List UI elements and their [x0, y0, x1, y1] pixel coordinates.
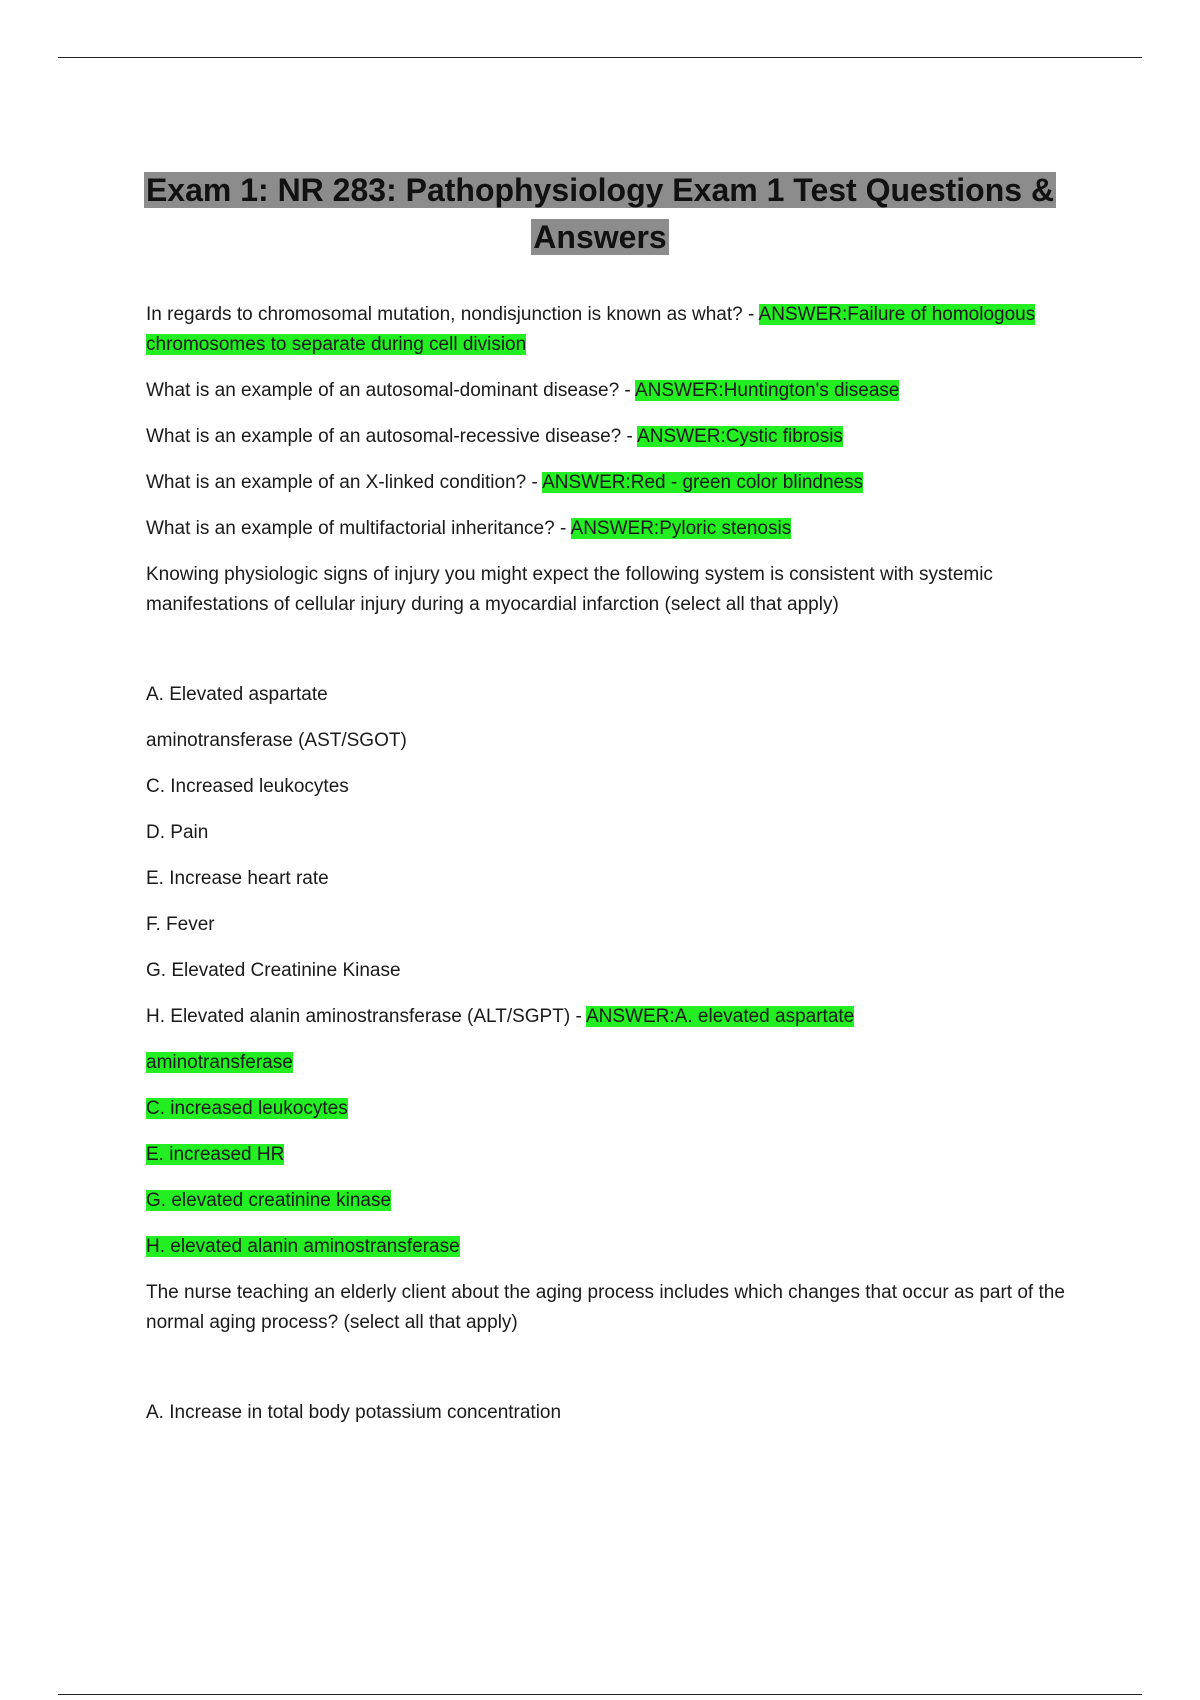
- option-item: A. Increase in total body potassium concentration: [146, 1402, 562, 1423]
- question-text: What is an example of an X-linked condition? -: [146, 472, 543, 493]
- page-title: [140, 167, 1060, 261]
- question-text: What is an example of an autosomal-dominant disease? -: [146, 380, 635, 401]
- answer-highlight: C. increased leukocytes: [146, 1098, 348, 1119]
- question-7: The nurse teaching an elderly client about the aging process includes which changes that occur as part of the normal aging process? (select all that apply): [146, 1282, 1065, 1333]
- question-4: [146, 468, 1096, 498]
- answer-highlight: ANSWER:Huntington's disease: [635, 380, 900, 401]
- answer-line: [146, 1094, 1096, 1124]
- answer-line: [146, 1186, 1096, 1216]
- question-6: Knowing physiologic signs of injury you might expect the following system is consistent with systemic manifestations of cellular injury during a myocardial infarction (select all that apply): [146, 564, 993, 615]
- answer-highlight: ANSWER:Cystic fibrosis: [637, 426, 843, 447]
- option-item-last: [146, 1002, 1096, 1032]
- answer-highlight: ANSWER:Pyloric stenosis: [570, 518, 792, 539]
- answer-highlight: ANSWER:Red - green color blindness: [542, 472, 864, 493]
- top-rule: [58, 57, 1142, 58]
- question-text: In regards to chromosomal mutation, nondisjunction is known as what? -: [146, 304, 759, 325]
- option-item: aminotransferase (AST/SGOT): [146, 730, 407, 751]
- answer-line: [146, 1048, 1096, 1078]
- question-text: What is an example of an autosomal-recessive disease? -: [146, 426, 638, 447]
- option-item: E. Increase heart rate: [146, 868, 329, 889]
- answer-highlight: ANSWER:Failure of homologous chromosomes to separate during cell division: [146, 304, 1036, 355]
- question-3: [146, 422, 1096, 452]
- answer-highlight: E. increased HR: [146, 1144, 285, 1165]
- title-text: Exam 1: NR 283: Pathophysiology Exam 1 Test Questions & Answers: [145, 172, 1055, 256]
- option-item: A. Elevated aspartate: [146, 684, 328, 705]
- answer-highlight: aminotransferase: [146, 1052, 293, 1073]
- question-text: What is an example of multifactorial inheritance? -: [146, 518, 571, 539]
- answer-highlight: H. elevated alanin aminostransferase: [146, 1236, 460, 1257]
- question-5: [146, 514, 1096, 544]
- answer-highlight: G. elevated creatinine kinase: [146, 1190, 392, 1211]
- question-1: [146, 300, 1096, 360]
- question-2: [146, 376, 1096, 406]
- option-item: F. Fever: [146, 914, 215, 935]
- option-item: D. Pain: [146, 822, 209, 843]
- option-item: G. Elevated Creatinine Kinase: [146, 960, 401, 981]
- answer-highlight: ANSWER:A. elevated aspartate: [586, 1006, 855, 1027]
- document-body: [146, 300, 1096, 1444]
- option-item: C. Increased leukocytes: [146, 776, 349, 797]
- option-text: H. Elevated alanin aminostransferase (ALT/SGPT) -: [146, 1006, 586, 1027]
- answer-line: [146, 1140, 1096, 1170]
- bottom-rule: [58, 1694, 1142, 1695]
- answer-line: [146, 1232, 1096, 1262]
